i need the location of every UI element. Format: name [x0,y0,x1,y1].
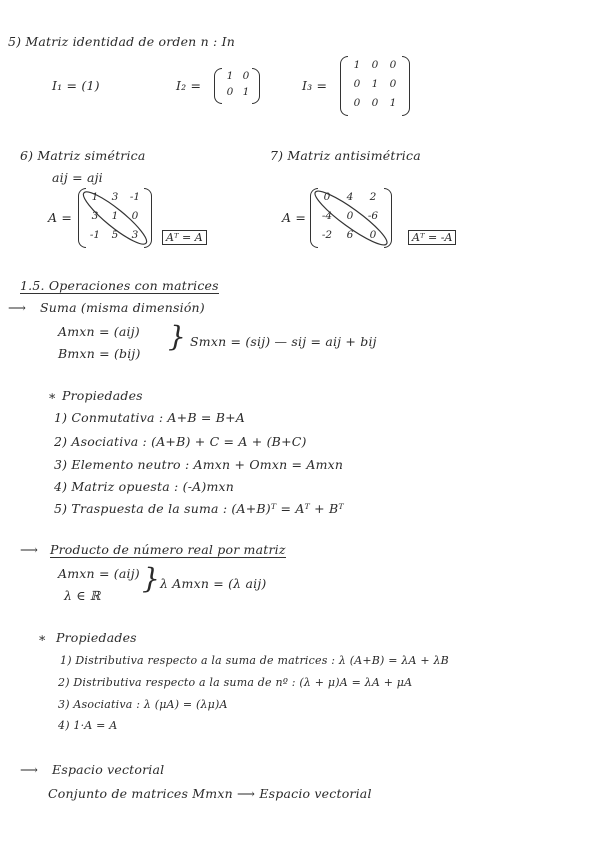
property-item: 1) Distributiva respecto a la suma de matrices : λ (A+B) = λA + λB [60,654,449,667]
scalar-matrix-a: Amxn = (aij) [58,566,140,581]
properties-heading-2: Propiedades [56,630,137,645]
identity-i1: I₁ = (1) [52,78,100,93]
matrix-cell: 1 [371,78,379,90]
matrix-cell: 1 [226,70,234,82]
property-item: 2) Asociativa : (A+B) + C = A + (B+C) [54,434,307,449]
matrix-cell: 0 [369,229,377,241]
matrix-cell: 3 [111,191,119,203]
matrix-cell: 4 [346,191,354,203]
sum-result: Smxn = (sij) — sij = aij + bij [190,334,377,349]
matrix-cell: 1 [389,97,397,109]
matrix-cell: 1 [353,59,361,71]
identity-i2-matrix [214,68,260,104]
matrix-cell: -6 [367,210,379,222]
matrix-cell: 0 [389,59,397,71]
matrix-cell: 0 [371,97,379,109]
arrow-icon: ⟶ [20,542,39,557]
matrix-cell: 2 [369,191,377,203]
property-item: 5) Traspuesta de la suma : (A+B)ᵀ = Aᵀ + Bᵀ [54,501,344,516]
arrow-icon: ⟶ [8,300,27,315]
matrix-cell: 6 [346,229,354,241]
symmetric-heading: 6) Matriz simétrica [20,148,146,163]
matrix-cell: 0 [226,86,234,98]
identity-i2-label: I₂ = [176,78,202,93]
matrix-cell: 1 [111,210,119,222]
symmetric-matrix [78,188,152,248]
matrix-cell: 0 [346,210,354,222]
identity-i3-matrix [340,56,410,116]
arrow-icon: ⟶ [20,762,39,777]
sum-matrix-b: Bmxn = (bij) [58,346,141,361]
matrix-cell: 0 [389,78,397,90]
property-item: 4) 1·A = A [58,719,118,732]
antisymmetric-label: A = [282,210,307,225]
vector-space-line: Conjunto de matrices Mmxn ⟶ Espacio vectorial [48,786,372,801]
matrix-cell: -1 [89,229,101,241]
identity-i3-label: I₃ = [302,78,328,93]
matrix-cell: 0 [353,97,361,109]
brace-icon: } [142,562,161,595]
symmetric-label: A = [48,210,73,225]
property-item: 2) Distributiva respecto a la suma de nº : (λ + μ)A = λA + μA [58,676,413,689]
scalar-product-heading: Producto de número real por matriz [50,542,286,557]
antisymmetric-boxed-result: Aᵀ = -A [408,230,456,245]
symmetric-rule: aij = aji [52,170,103,185]
matrix-cell: 0 [131,210,139,222]
scalar-lambda: λ ∈ ℝ [64,588,101,603]
symmetric-boxed-result: Aᵀ = A [162,230,207,245]
scalar-result: λ Amxn = (λ aij) [160,576,267,591]
vector-space-heading: Espacio vectorial [52,762,165,777]
matrix-cell: 1 [91,191,99,203]
matrix-cell: -1 [129,191,141,203]
property-item: 3) Elemento neutro : Amxn + Omxn = Amxn [54,457,344,472]
antisymmetric-matrix [310,188,392,248]
matrix-cell: 0 [371,59,379,71]
asterisk-icon: ∗ [38,630,47,645]
matrix-cell: 3 [131,229,139,241]
antisymmetric-heading: 7) Matriz antisimétrica [270,148,421,163]
sum-heading: Suma (misma dimensión) [40,300,205,315]
matrix-cell: -2 [321,229,333,241]
sum-matrix-a: Amxn = (aij) [58,324,140,339]
matrix-cell: 0 [323,191,331,203]
property-item: 4) Matriz opuesta : (-A)mxn [54,479,234,494]
property-item: 3) Asociativa : λ (μA) = (λμ)A [58,698,228,711]
operations-heading: 1.5. Operaciones con matrices [20,278,219,293]
property-item: 1) Conmutativa : A+B = B+A [54,410,246,425]
matrix-cell: 0 [353,78,361,90]
matrix-cell: 1 [242,86,250,98]
matrix-cell: -4 [321,210,333,222]
matrix-cell: 3 [91,210,99,222]
properties-heading: Propiedades [62,388,143,403]
matrix-cell: 0 [242,70,250,82]
asterisk-icon: ∗ [48,388,57,403]
brace-icon: } [168,320,187,353]
matrix-cell: 5 [111,229,119,241]
identity-matrix-heading: 5) Matriz identidad de orden n : In [8,34,236,49]
